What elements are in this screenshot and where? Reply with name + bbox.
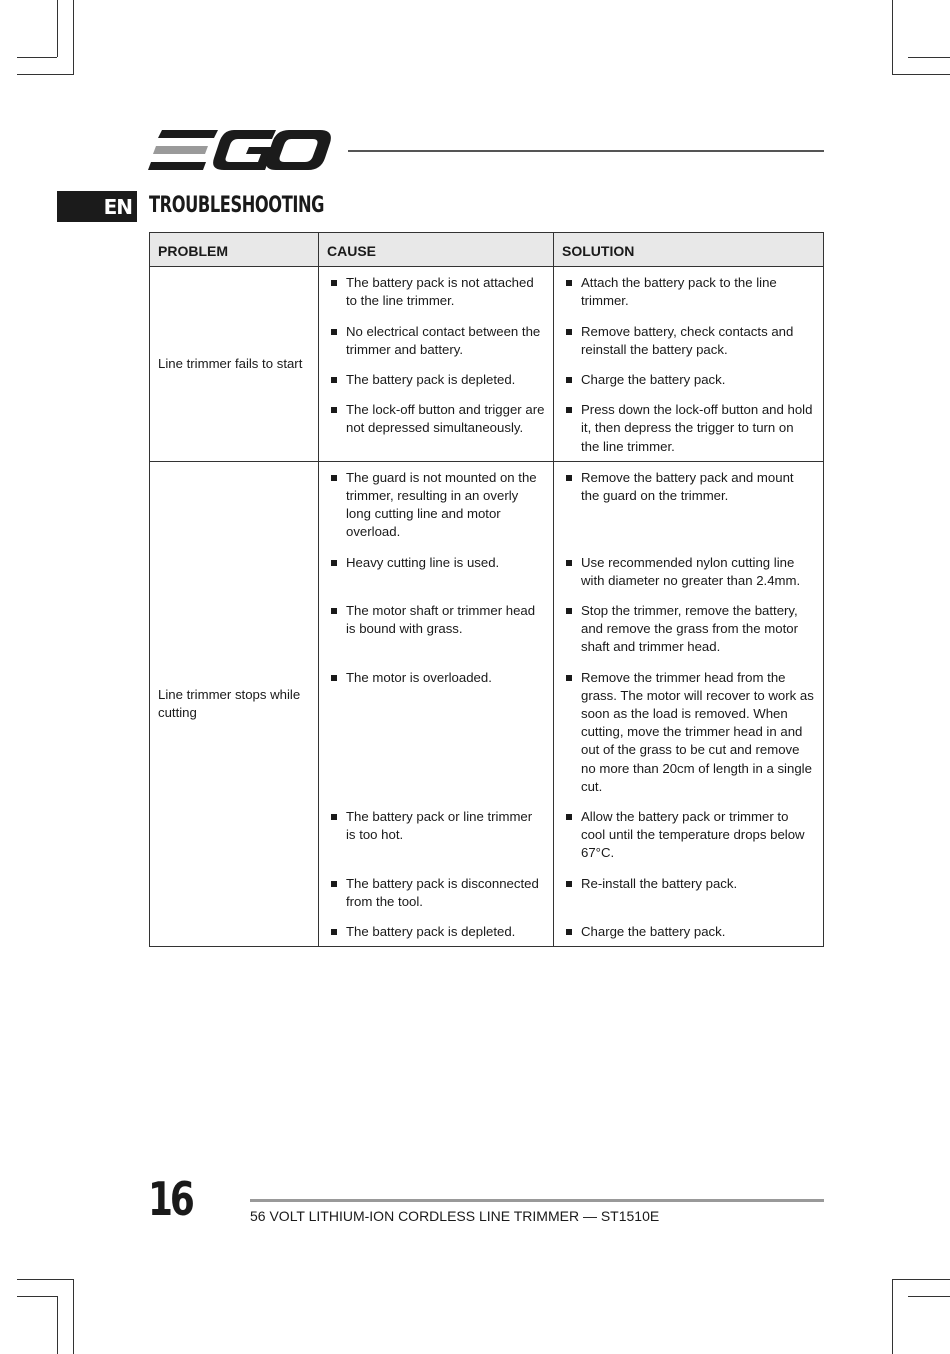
cause-item [329, 371, 545, 389]
page-number: 16 [148, 1172, 192, 1226]
solution-text: Re-install the battery pack. [581, 875, 738, 891]
square-bullet-icon [331, 675, 337, 681]
solution-item [564, 401, 815, 456]
cause-item [329, 554, 545, 572]
square-bullet-icon [331, 608, 337, 614]
cause-cell [319, 548, 554, 596]
solution-item [564, 371, 815, 389]
square-bullet-icon [566, 475, 572, 481]
cause-item [329, 469, 545, 542]
cause-cell [319, 663, 554, 802]
square-bullet-icon [566, 377, 572, 383]
solution-text: Remove the battery pack and mount the guard on the trimmer. [581, 469, 794, 504]
cause-text: The battery pack is depleted. [346, 924, 516, 940]
crop-mark [57, 0, 58, 57]
square-bullet-icon [331, 560, 337, 566]
cause-item [329, 323, 545, 359]
solution-cell [554, 461, 824, 547]
cause-cell [319, 317, 554, 365]
cause-item [329, 808, 545, 844]
cause-text: No electrical contact between the trimmer and battery. [346, 323, 541, 357]
solution-cell [554, 395, 824, 461]
square-bullet-icon [566, 929, 572, 935]
table-body [150, 267, 824, 947]
crop-mark [17, 1279, 74, 1280]
square-bullet-icon [566, 329, 572, 335]
cause-cell [319, 461, 554, 547]
cause-item [329, 602, 545, 638]
crop-mark [17, 1296, 57, 1297]
solution-text: Allow the battery pack or trimmer to cool until the temperature drops below 67°C. [581, 809, 805, 861]
header-cause: CAUSE [319, 233, 554, 267]
table-row [150, 267, 824, 317]
solution-item [564, 875, 815, 893]
header-problem: PROBLEM [150, 233, 319, 267]
footer-text: 56 VOLT LITHIUM-ION CORDLESS LINE TRIMMER — ST1510E [250, 1208, 660, 1224]
problem-cell: Line trimmer fails to start [150, 267, 319, 462]
solution-text: Charge the battery pack. [581, 372, 726, 388]
solution-cell [554, 365, 824, 395]
square-bullet-icon [331, 377, 337, 383]
solution-text: Remove the trimmer head from the grass. The motor will recover to work as soon as the load is removed. When cutting, move the trimmer head in and out of the grass to be cut and remove no more than 20cm of length in a single cut. [581, 669, 814, 794]
solution-item [564, 669, 815, 796]
square-bullet-icon [331, 814, 337, 820]
square-bullet-icon [566, 407, 572, 413]
header-rule [348, 150, 824, 152]
crop-mark [73, 0, 74, 75]
crop-mark [892, 1279, 950, 1280]
cause-item [329, 401, 545, 437]
solution-text: Remove battery, check contacts and reinstall the battery pack. [581, 323, 794, 357]
solution-cell [554, 917, 824, 947]
square-bullet-icon [566, 608, 572, 614]
square-bullet-icon [331, 329, 337, 335]
cause-text: The guard is not mounted on the trimmer, resulting in an overly long cutting line and motor overload. [346, 469, 537, 540]
solution-cell [554, 548, 824, 596]
square-bullet-icon [331, 280, 337, 286]
cause-text: The battery pack or line trimmer is too hot. [346, 809, 533, 843]
section-title: TROUBLESHOOTING [149, 193, 325, 218]
cause-item [329, 274, 545, 310]
problem-cell: Line trimmer stops while cutting [150, 461, 319, 946]
crop-mark [892, 0, 893, 75]
cause-text: The battery pack is not attached to the line trimmer. [346, 275, 534, 309]
ego-logo [148, 128, 333, 174]
header-solution: SOLUTION [554, 233, 824, 267]
cause-cell [319, 395, 554, 461]
solution-cell [554, 663, 824, 802]
crop-mark [908, 57, 950, 58]
crop-mark [73, 1279, 74, 1354]
crop-mark [892, 1279, 893, 1354]
square-bullet-icon [331, 929, 337, 935]
crop-mark [892, 74, 950, 75]
cause-cell [319, 365, 554, 395]
solution-item [564, 554, 815, 590]
square-bullet-icon [331, 881, 337, 887]
cause-cell [319, 802, 554, 869]
square-bullet-icon [331, 407, 337, 413]
solution-cell [554, 267, 824, 317]
footer-rule [250, 1199, 824, 1202]
cause-text: The motor is overloaded. [346, 669, 492, 685]
cause-text: The battery pack is disconnected from the tool. [346, 875, 539, 909]
solution-cell [554, 869, 824, 917]
solution-text: Press down the lock-off button and hold it, then depress the trigger to turn on the line trimmer. [581, 402, 813, 454]
language-tab: EN [57, 191, 137, 222]
square-bullet-icon [566, 560, 572, 566]
solution-text: Attach the battery pack to the line trimmer. [581, 275, 777, 309]
square-bullet-icon [566, 675, 572, 681]
solution-item [564, 323, 815, 359]
crop-mark [57, 1296, 58, 1354]
crop-mark [17, 57, 57, 58]
troubleshooting-table [149, 232, 824, 947]
cause-text: Heavy cutting line is used. [346, 554, 500, 570]
square-bullet-icon [566, 814, 572, 820]
cause-text: The motor shaft or trimmer head is bound with grass. [346, 603, 536, 637]
solution-item [564, 923, 815, 941]
table-row [150, 461, 824, 547]
solution-text: Use recommended nylon cutting line with diameter no greater than 2.4mm. [581, 554, 801, 588]
solution-text: Charge the battery pack. [581, 924, 726, 940]
cause-cell [319, 267, 554, 317]
cause-cell [319, 869, 554, 917]
cause-text: The battery pack is depleted. [346, 372, 516, 388]
cause-item [329, 875, 545, 911]
cause-text: The lock-off button and trigger are not depressed simultaneously. [346, 402, 545, 436]
solution-item [564, 274, 815, 310]
solution-text: Stop the trimmer, remove the battery, and remove the grass from the motor shaft and trimmer head. [581, 603, 798, 655]
table-header-row [150, 233, 824, 267]
solution-item [564, 602, 815, 657]
solution-cell [554, 596, 824, 663]
cause-item [329, 923, 545, 941]
cause-cell [319, 596, 554, 663]
cause-cell [319, 917, 554, 947]
square-bullet-icon [331, 475, 337, 481]
square-bullet-icon [566, 280, 572, 286]
crop-mark [17, 74, 74, 75]
solution-cell [554, 317, 824, 365]
crop-mark [908, 1296, 950, 1297]
solution-item [564, 808, 815, 863]
square-bullet-icon [566, 881, 572, 887]
solution-cell [554, 802, 824, 869]
cause-item [329, 669, 545, 687]
solution-item [564, 469, 815, 505]
